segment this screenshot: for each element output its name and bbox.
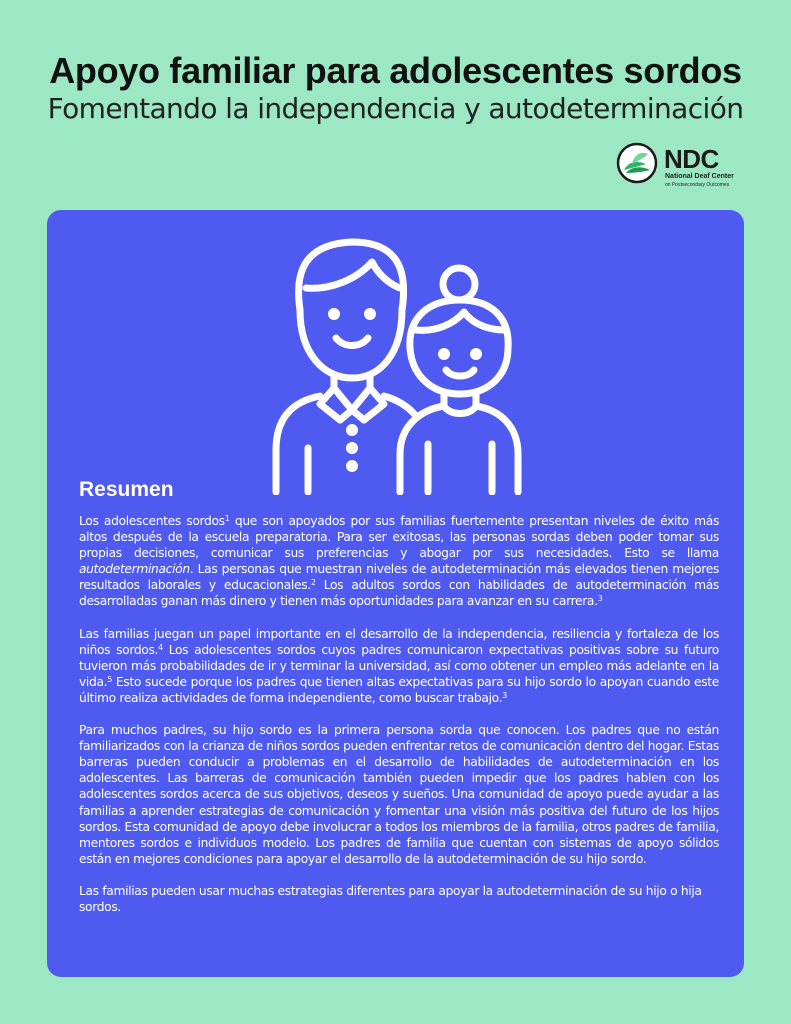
paragraph-2: Las familias juegan un papel importante en el desarrollo de la independencia, resiliencia y fortaleza de los niños sordos.$^4$ Los adolescentes sordos cuyos padres comunicaron expectativas positivas sobre su futuro tuvieron más probabilidades de ir y terminar la universidad, así como obtener un empleo más adelante en la vida.$^5$ Esto sucede porque los padres que tienen altas expectativas para su hijo sordo lo apoyan cuando este último realiza actividades de forma independiente, como buscar trabajo.$^3$	[79, 626, 719, 705]
logo-tagline-1: National Deaf Center	[665, 173, 734, 180]
logo-tagline-2: on Postsecondary Outcomes	[665, 182, 730, 188]
parent-and-child-icon	[260, 230, 560, 495]
logo-wordmark: NDC	[664, 144, 719, 174]
ndc-logo	[616, 142, 746, 192]
page-subtitle: Fomentando la independencia y autodeterminación	[47, 92, 744, 125]
section-heading: Resumen	[79, 478, 174, 501]
paragraph-4: Las familias pueden usar muchas estrategias diferentes para apoyar la autodeterminación de su hijo o hija sordos.	[79, 883, 702, 914]
paragraph-3: Para muchos padres, su hijo sordo es la primera persona sorda que conocen. Los padres que no están familiarizados con la crianza de niños sordos pueden enfrentar retos de comunicación dentro del hogar. Estas barreras pueden conducir a problemas en el desarrollo de habilidades de autodeterminación en los adolescentes. Las barreras de comunicación también pueden impedir que los padres hablen con los adolescentes sordos acerca de sus objetivos, deseos y sueños. Una comunidad de apoyo puede ayudar a las familias a aprender estrategias de comunicación y fomentar una visión más positiva del futuro de los hijos sordos. Esta comunidad de apoyo debe involucrar a todos los miembros de la familia, otros padres de familia, mentores sordos e individuos modelo. Los padres de familia que cuentan con sistemas de apoyo sólidos están en mejores condiciones para apoyar el desarrollo de la autodeterminación de su hijo sordo.	[79, 723, 719, 866]
page-title: Apoyo familiar para adolescentes sordos	[49, 50, 742, 91]
paragraph-1: Los adolescentes sordos$^1$ que son apoyados por sus familias fuertemente presentan niveles de éxito más altos después de la escuela preparatoria. Para ser exitosas, las personas sordas deben poder tomar sus propias decisiones, comunicar sus preferencias y abogar por sus necesidades. Esto se llama autodeterminación. Las personas que muestran niveles de autodeterminación más elevados tienen mejores resultados laborales y educacionales.$^2$ Los adultos sordos con habilidades de autodeterminación más desarrolladas ganan más dinero y tienen más oportunidades para avanzar en su carrera.$^3$	[79, 514, 719, 609]
ndc-leaf-icon	[616, 142, 658, 184]
summary-card	[47, 210, 744, 977]
summary-body	[79, 513, 719, 931]
